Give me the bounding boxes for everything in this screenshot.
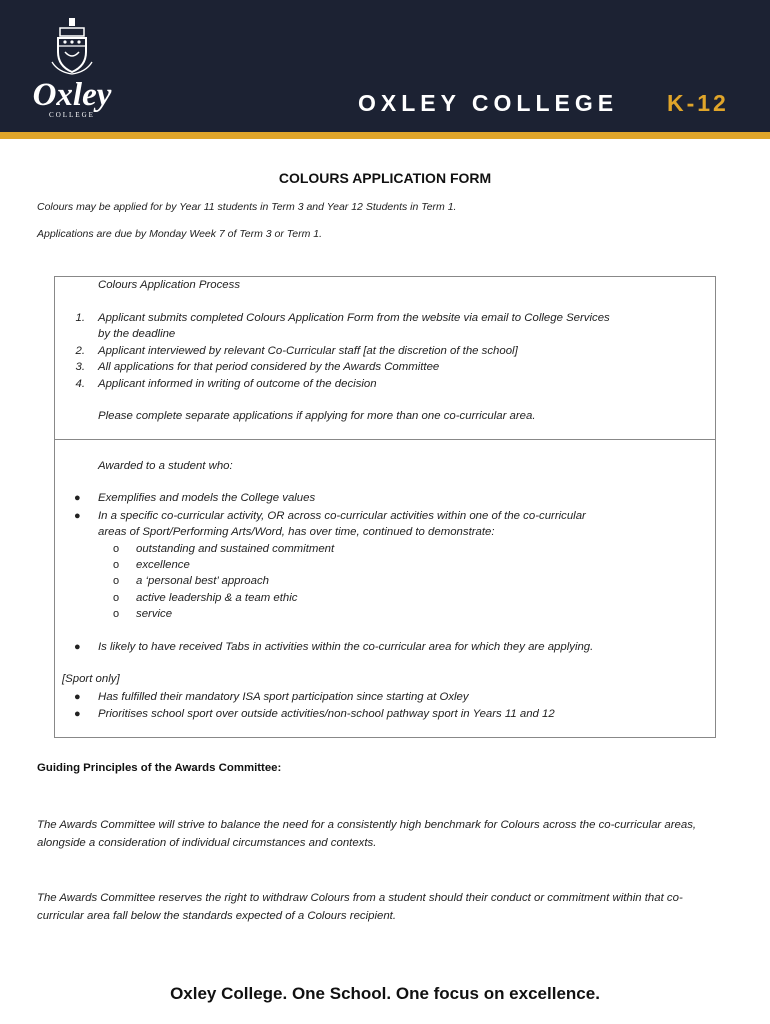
college-title: OXLEY COLLEGE (358, 90, 619, 116)
criteria-item: areas of Sport/Performing Arts/Word, has over time, continued to demonstrate: (98, 526, 495, 538)
bullet-icon: ● (74, 510, 81, 522)
criteria-heading: Awarded to a student who: (98, 460, 233, 472)
logo-subtext: COLLEGE (49, 111, 95, 119)
principles-paragraph: The Awards Committee reserves the right to withdraw Colours from a student should their conduct or commitment within that co-curricular area fall below the standards expected of a Colours recipient. (37, 892, 683, 922)
sub-item: outstanding and sustained commitment (136, 543, 335, 555)
step-number: 4. (75, 378, 85, 390)
step-text: Applicant submits completed Colours Application Form from the website via email to College Services (98, 312, 610, 324)
bullet-icon: ● (74, 641, 81, 653)
bullet-icon: ● (74, 492, 81, 504)
k12-badge: K-12 (667, 90, 729, 116)
sport-item: Has fulfilled their mandatory ISA sport participation since starting at Oxley (98, 691, 469, 703)
step-text: Applicant informed in writing of outcome of the decision (98, 378, 377, 390)
step-text: Applicant interviewed by relevant Co-Curricular staff [at the discretion of the school] (98, 345, 518, 357)
intro-line: Applications are due by Monday Week 7 of Term 3 or Term 1. (37, 228, 323, 240)
form-title: COLOURS APPLICATION FORM (278, 170, 492, 186)
sub-bullet-icon: o (113, 575, 120, 587)
college-logo (22, 16, 122, 121)
criteria-item: Is likely to have received Tabs in activities within the co-curricular area for which they are applying. (98, 641, 594, 653)
step-number: 1. (75, 312, 85, 324)
sport-label: [Sport only] (62, 673, 120, 685)
footer-tagline: Oxley College. One School. One focus on excellence. (170, 984, 600, 1003)
sub-bullet-icon: o (113, 559, 120, 571)
criteria-item: In a specific co-curricular activity, OR across co-curricular activities within one of the co-curricular (98, 510, 586, 522)
sub-bullet-icon: o (113, 592, 120, 604)
sub-item: service (136, 608, 173, 620)
bullet-icon: ● (74, 708, 81, 720)
process-heading: Colours Application Process (98, 279, 241, 291)
sub-bullet-icon: o (113, 543, 120, 555)
principles-heading: Guiding Principles of the Awards Committee: (37, 762, 282, 774)
header-divider (0, 132, 770, 139)
step-text: by the deadline (98, 328, 176, 340)
page-header (0, 0, 770, 132)
bullet-icon: ● (74, 691, 81, 703)
principles-paragraph: The Awards Committee will strive to balance the need for a consistently high benchmark for Colours across the co-curricular areas, alongside a consideration of individual circumstances and contexts. (37, 819, 697, 849)
crest-icon (48, 16, 96, 76)
sub-item: excellence (136, 559, 190, 571)
sub-bullet-icon: o (113, 608, 120, 620)
sport-item: Prioritises school sport over outside activities/non-school pathway sport in Years 11 and 12 (98, 708, 555, 720)
sub-item: a ‘personal best’ approach (136, 575, 269, 587)
sub-item: active leadership & a team ethic (136, 592, 298, 604)
step-number: 3. (75, 361, 85, 373)
intro-line: Colours may be applied for by Year 11 students in Term 3 and Year 12 Students in Term 1. (37, 201, 457, 213)
step-text: All applications for that period considered by the Awards Committee (98, 361, 440, 373)
criteria-item: Exemplifies and models the College values (98, 492, 316, 504)
step-number: 2. (75, 345, 85, 357)
logo-wordmark: Oxley (32, 77, 112, 113)
process-note: Please complete separate applications if applying for more than one co-curricular area. (98, 410, 536, 422)
